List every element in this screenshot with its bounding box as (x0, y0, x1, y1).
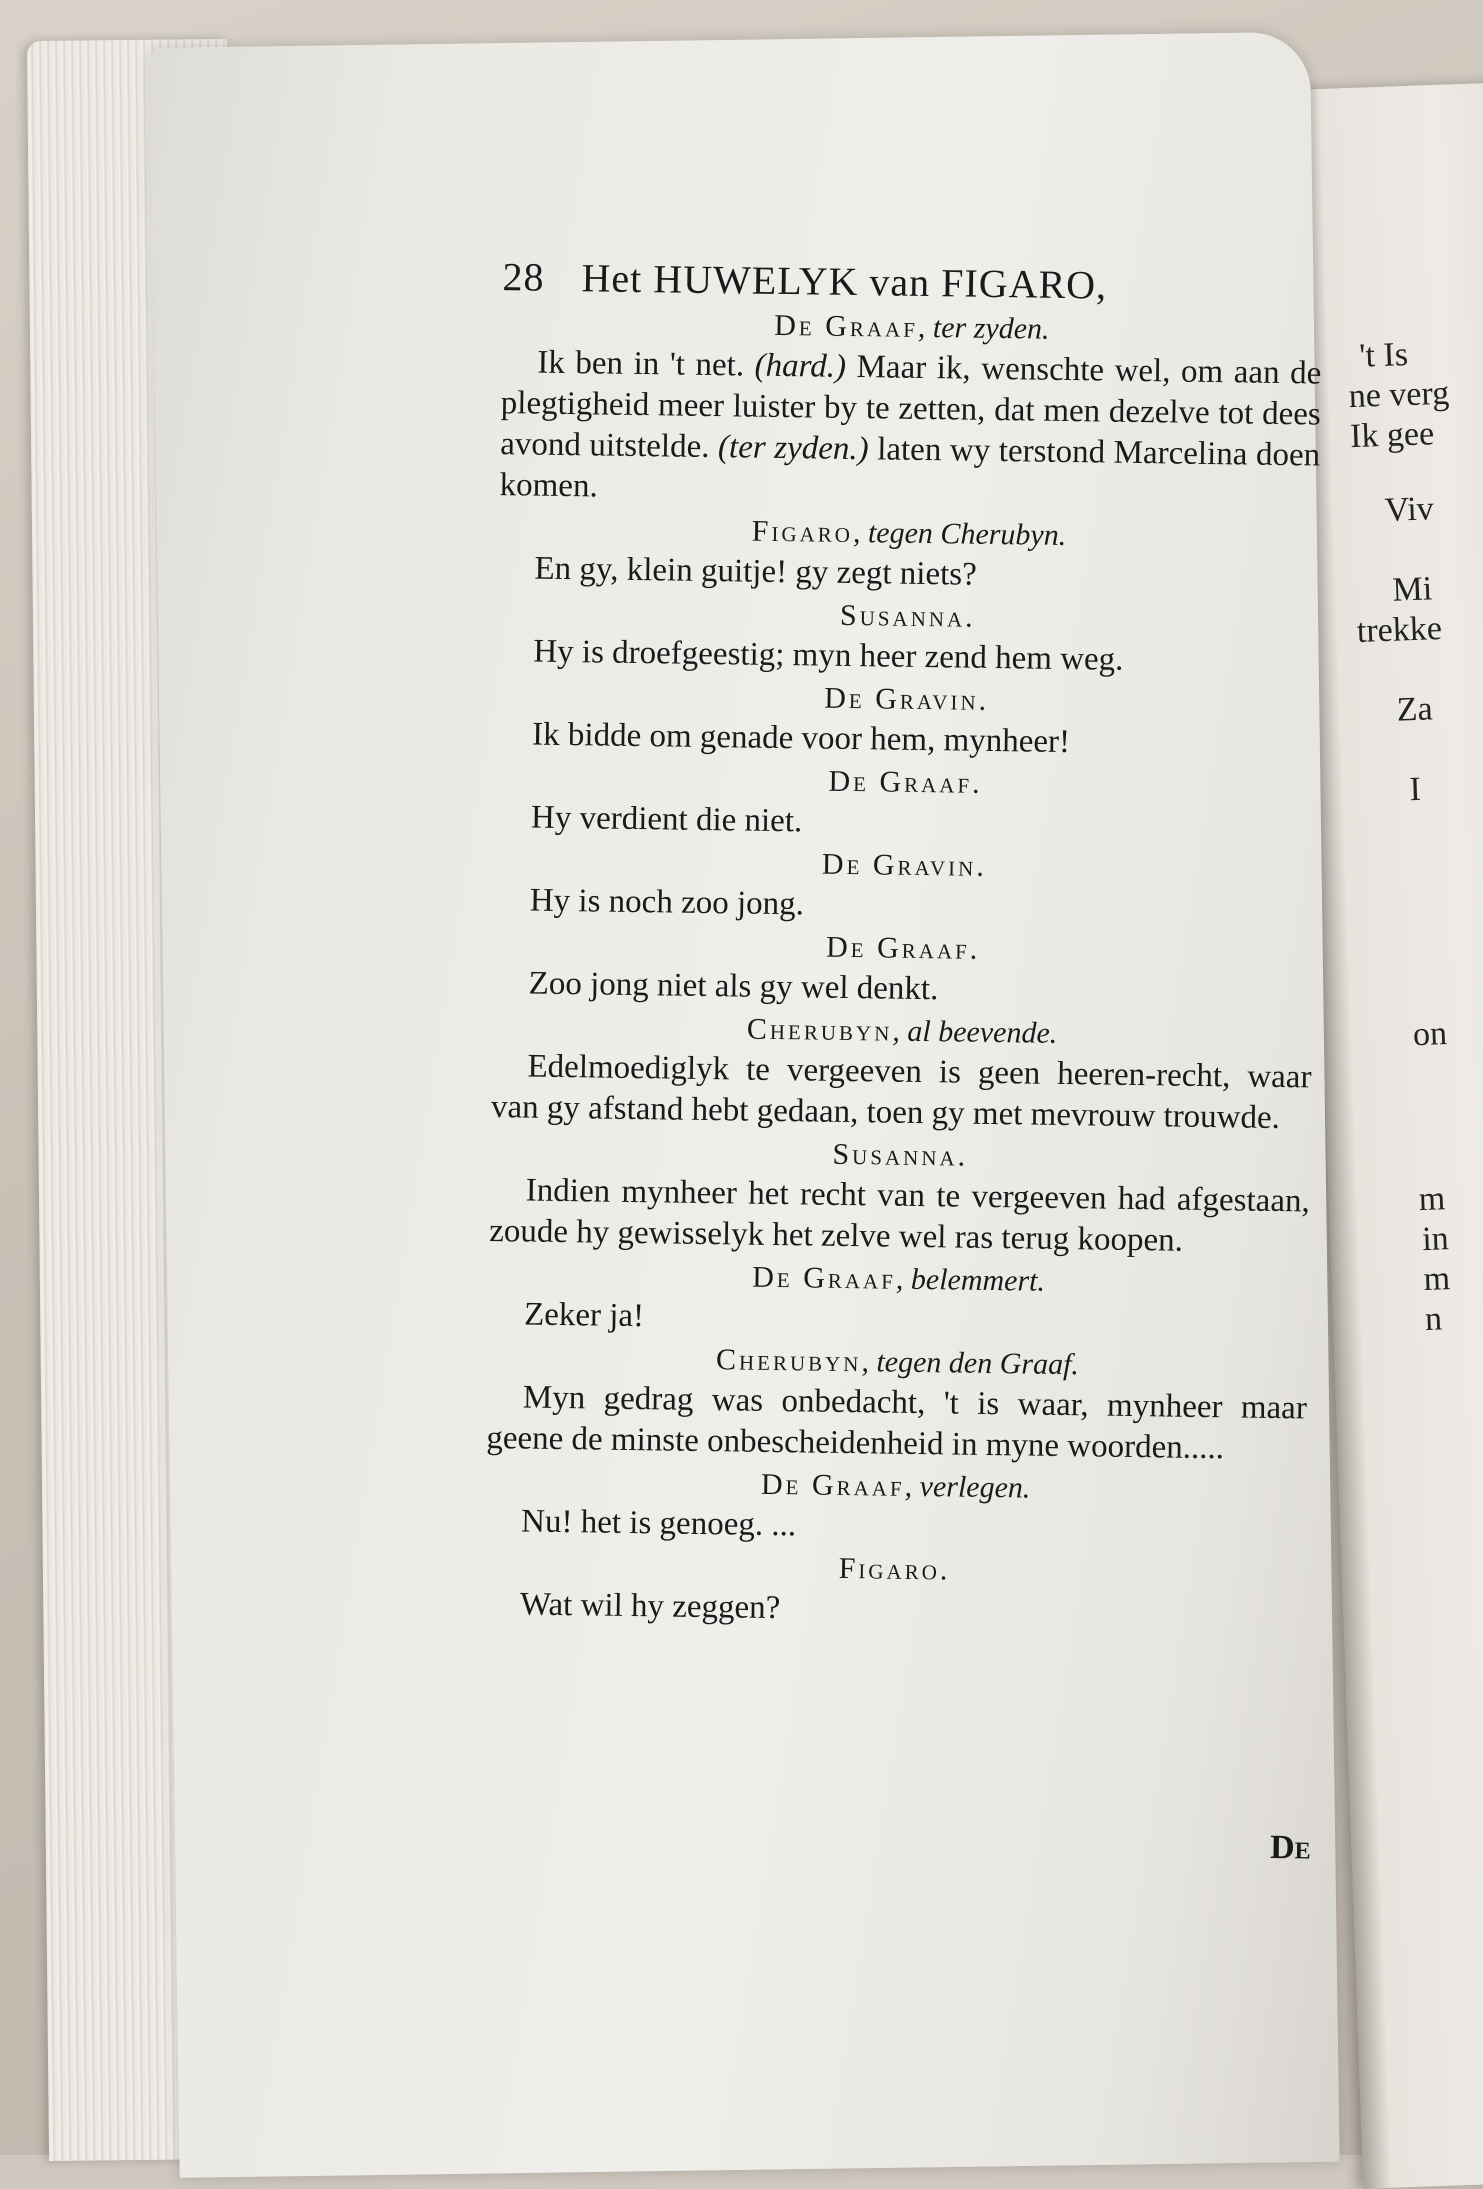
facing-page-fragment: on (1412, 1015, 1448, 1054)
speaker-name: Cherubyn (746, 1012, 893, 1048)
stage-direction: , verlegen. (904, 1469, 1031, 1505)
speaker-name: Figaro (751, 514, 854, 550)
speech-fragment: Myn gedrag was onbedacht, 't is waar, mynheer maar geene de minste onbescheidenheid in myne woorden..... (486, 1379, 1308, 1467)
facing-page-fragment: in (1421, 1220, 1450, 1259)
play-dialogue (484, 302, 1322, 1636)
facing-page-fragment: trekke (1356, 610, 1443, 650)
speaker-name: De Graaf (751, 1260, 897, 1296)
speaker-name: De Graaf (760, 1467, 905, 1503)
stage-direction: , belemmert. (895, 1262, 1046, 1298)
speech-fragment: Ik bidde om genade voor hem, mynheer! (531, 716, 1071, 761)
facing-page-fragment: m (1422, 1260, 1451, 1299)
speech-text (486, 1377, 1307, 1470)
aside-direction: (hard.) (754, 347, 847, 385)
speech-fragment: Nu! het is genoeg. ... (520, 1503, 797, 1544)
speaker-name: De Graaf. (825, 930, 981, 966)
aside-direction: (ter zyden.) (717, 429, 869, 468)
speech-fragment: Hy verdient die niet. (530, 799, 803, 840)
speaker-name: Susanna. (832, 1137, 969, 1173)
facing-page-fragment: m (1418, 1180, 1446, 1219)
speaker-name: De Graaf (774, 308, 919, 344)
speech-fragment: laten wy terstond Marcelina doen komen. (499, 431, 1321, 505)
facing-page-fragment: n (1424, 1300, 1443, 1339)
facing-page-fragment: Viv (1384, 490, 1435, 529)
page-text (484, 253, 1323, 1867)
speech-fragment: En gy, klein guitje! gy zegt niets? (534, 550, 978, 593)
running-title: Het HUWELYK van FIGARO, (581, 255, 1108, 308)
speech-fragment: Edelmoediglyk te vergeeven is geen heeren-recht, waar van gy afstand hebt gedaan, toen gy met mevrouw trouwde. (490, 1048, 1312, 1137)
speech-fragment: Hy is droefgeestig; myn heer zend hem weg. (533, 633, 1124, 678)
speaker-name: Cherubyn (715, 1343, 862, 1379)
speaker-name: De Graaf. (828, 764, 983, 800)
stage-direction: , tegen den Graaf. (861, 1345, 1080, 1382)
speaker-name: De Gravin. (824, 681, 990, 717)
facing-page-fragment: Mi (1391, 570, 1433, 609)
stage-direction: , al beevende. (892, 1014, 1058, 1050)
speech-text (489, 1170, 1310, 1263)
facing-page-fragment: Ik gee (1349, 415, 1435, 456)
speech-fragment: Zoo jong niet als gy wel denkt. (528, 965, 939, 1008)
page-number: 28 (502, 254, 545, 300)
speech-fragment: Maar ik, wenschte wel, om aan de plegtigheid meer luister by te zetten, dat men dezelve tot dees avond uitstelde. (499, 348, 1322, 466)
speech-text (491, 1046, 1312, 1139)
speech-fragment: Zeker ja! (523, 1296, 645, 1335)
speaker-name: De Gravin. (821, 847, 988, 883)
speaker-name: Susanna. (839, 598, 976, 634)
catchword: De (1269, 1828, 1311, 1867)
facing-page-fragment: ne verg (1348, 374, 1450, 416)
running-header (502, 253, 1323, 311)
facing-page-fragment: Za (1396, 690, 1434, 729)
speech-fragment: Wat wil hy zeggen? (519, 1586, 781, 1627)
speech-fragment: Indien mynheer het recht van te vergeeven had afgestaan, zoude hy gewisselyk het zelve wel ras terug koopen. (488, 1172, 1310, 1259)
facing-page-fragment: 't Is (1358, 336, 1409, 375)
speech-fragment: Hy is noch zoo jong. (529, 882, 805, 923)
speaker-name: Figaro. (838, 1551, 951, 1587)
stage-direction: , ter zyden. (917, 310, 1050, 346)
facing-page-fragment: I (1408, 770, 1422, 809)
speech-fragment: Ik ben in 't net. (537, 344, 755, 384)
book-page (150, 32, 1340, 2178)
speech-text (499, 342, 1321, 517)
stage-direction: , tegen Cherubyn. (852, 516, 1067, 552)
